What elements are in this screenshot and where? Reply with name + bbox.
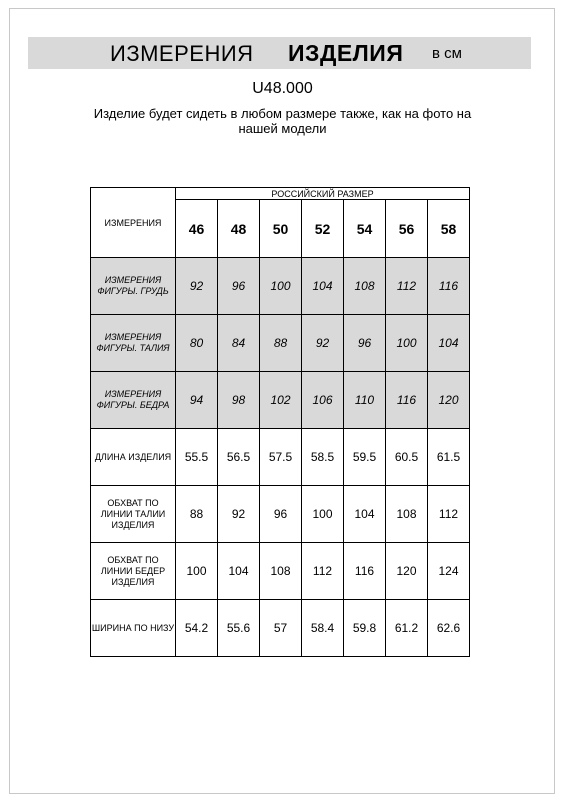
size-header-cell: 56 [386, 200, 428, 258]
row-label: ИЗМЕРЕНИЯ ФИГУРЫ. БЕДРА [91, 372, 176, 429]
table-cell: 104 [428, 315, 470, 372]
table-cell: 88 [176, 486, 218, 543]
row-label: ИЗМЕРЕНИЯ ФИГУРЫ. ТАЛИЯ [91, 315, 176, 372]
table-cell: 92 [218, 486, 260, 543]
table-cell: 100 [176, 543, 218, 600]
table-cell: 98 [218, 372, 260, 429]
title-bar [28, 37, 531, 69]
table-cell: 108 [260, 543, 302, 600]
table-cell: 61.5 [428, 429, 470, 486]
table-cell: 62.6 [428, 600, 470, 657]
product-code: U48.000 [252, 80, 313, 97]
table-cell: 108 [344, 258, 386, 315]
table-cell: 58.5 [302, 429, 344, 486]
table-row [91, 315, 470, 372]
table-cell: 104 [218, 543, 260, 600]
table-cell: 120 [386, 543, 428, 600]
table-row [91, 372, 470, 429]
size-header-cell: 52 [302, 200, 344, 258]
table-cell: 92 [302, 315, 344, 372]
size-header-cell: 46 [176, 200, 218, 258]
table-cell: 55.5 [176, 429, 218, 486]
table-cell: 104 [344, 486, 386, 543]
table-cell: 59.8 [344, 600, 386, 657]
table-cell: 92 [176, 258, 218, 315]
table-cell: 116 [428, 258, 470, 315]
size-header-cell: 58 [428, 200, 470, 258]
size-header-cell: 54 [344, 200, 386, 258]
table-cell: 96 [218, 258, 260, 315]
table-cell: 108 [386, 486, 428, 543]
table-cell: 80 [176, 315, 218, 372]
size-group-label: РОССИЙСКИЙ РАЗМЕР [176, 188, 470, 200]
title-unit: в см [432, 45, 462, 62]
size-header-cell: 50 [260, 200, 302, 258]
table-cell: 100 [386, 315, 428, 372]
table-cell: 88 [260, 315, 302, 372]
corner-label: ИЗМЕРЕНИЯ [91, 188, 176, 258]
table-cell: 112 [386, 258, 428, 315]
row-label: ОБХВАТ ПО ЛИНИИ ТАЛИИ ИЗДЕЛИЯ [91, 486, 176, 543]
table-cell: 57.5 [260, 429, 302, 486]
table-row [91, 258, 470, 315]
table-cell: 112 [428, 486, 470, 543]
title-product: ИЗДЕЛИЯ [288, 40, 404, 66]
table-cell: 116 [386, 372, 428, 429]
table-cell: 96 [344, 315, 386, 372]
table-cell: 100 [302, 486, 344, 543]
table-cell: 124 [428, 543, 470, 600]
table-cell: 112 [302, 543, 344, 600]
row-label: ШИРИНА ПО НИЗУ [91, 600, 176, 657]
table-cell: 58.4 [302, 600, 344, 657]
row-label: ДЛИНА ИЗДЕЛИЯ [91, 429, 176, 486]
table-row [91, 429, 470, 486]
table-cell: 94 [176, 372, 218, 429]
table-cell: 84 [218, 315, 260, 372]
table-cell: 116 [344, 543, 386, 600]
fit-note: Изделие будет сидеть в любом размере также, как на фото на нашей модели [93, 106, 472, 136]
row-label: ОБХВАТ ПО ЛИНИИ БЕДЕР ИЗДЕЛИЯ [91, 543, 176, 600]
table-cell: 110 [344, 372, 386, 429]
table-cell: 102 [260, 372, 302, 429]
table-cell: 59.5 [344, 429, 386, 486]
table-cell: 120 [428, 372, 470, 429]
row-label: ИЗМЕРЕНИЯ ФИГУРЫ. ГРУДЬ [91, 258, 176, 315]
table-cell: 60.5 [386, 429, 428, 486]
table-row [91, 600, 470, 657]
size-header-cell: 48 [218, 200, 260, 258]
table-cell: 104 [302, 258, 344, 315]
table-cell: 61.2 [386, 600, 428, 657]
table-cell: 96 [260, 486, 302, 543]
title-measurements: ИЗМЕРЕНИЯ [110, 41, 254, 66]
table-row [91, 486, 470, 543]
table-row [91, 543, 470, 600]
table-cell: 100 [260, 258, 302, 315]
table-cell: 54.2 [176, 600, 218, 657]
table-cell: 106 [302, 372, 344, 429]
table-cell: 55.6 [218, 600, 260, 657]
table-cell: 56.5 [218, 429, 260, 486]
table-cell: 57 [260, 600, 302, 657]
size-table [90, 187, 470, 657]
